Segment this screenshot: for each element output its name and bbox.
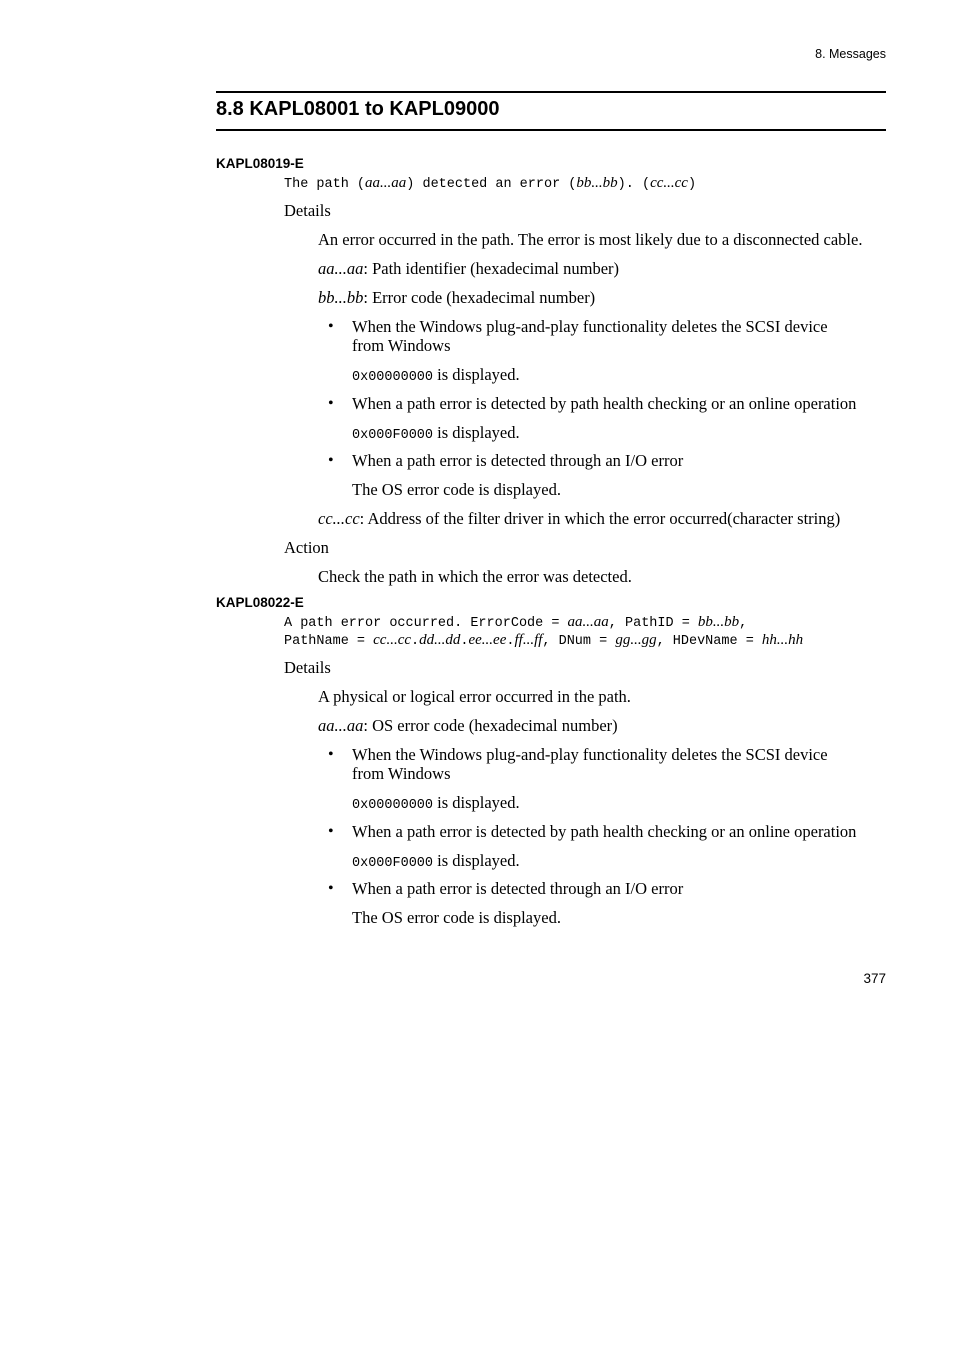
bullet-text: When a path error is detected through an I/O error xyxy=(352,451,684,470)
parameter-description: aa...aa: OS error code (hexadecimal number) xyxy=(318,716,618,735)
message-text: The path (aa...aa) detected an error (bb...bb). (cc...cc) xyxy=(284,175,697,192)
bullet-marker: • xyxy=(328,318,334,335)
action-text: Check the path in which the error was detected. xyxy=(318,567,632,586)
bullet-marker: • xyxy=(328,823,334,840)
details-heading: Details xyxy=(284,201,331,220)
message-text: A path error occurred. ErrorCode = aa...aa, PathID = bb...bb, xyxy=(284,614,748,631)
bullet-marker: • xyxy=(328,452,334,469)
bullet-text: from Windows xyxy=(352,336,451,355)
bullet-text: from Windows xyxy=(352,764,451,783)
bullet-note: The OS error code is displayed. xyxy=(352,908,561,927)
bullet-text: When a path error is detected by path health checking or an online operation xyxy=(352,822,857,841)
section-rule-top xyxy=(216,91,886,93)
details-heading: Details xyxy=(284,658,331,677)
section-rule-bottom xyxy=(216,129,886,131)
section-title: 8.8 KAPL08001 to KAPL09000 xyxy=(216,98,500,120)
page-number: 377 xyxy=(863,971,886,986)
running-header: 8. Messages xyxy=(815,47,886,61)
bullet-marker: • xyxy=(328,746,334,763)
bullet-text: When the Windows plug-and-play functionality deletes the SCSI device xyxy=(352,317,828,336)
parameter-description: aa...aa: Path identifier (hexadecimal number) xyxy=(318,259,620,278)
bullet-note: 0x000F0000 is displayed. xyxy=(352,851,520,871)
action-heading: Action xyxy=(284,538,329,557)
bullet-text: When a path error is detected by path health checking or an online operation xyxy=(352,394,857,413)
parameter-description: bb...bb: Error code (hexadecimal number) xyxy=(318,288,596,307)
parameter-description: cc...cc: Address of the filter driver in which the error occurred(character string) xyxy=(318,509,841,528)
bullet-note: 0x00000000 is displayed. xyxy=(352,365,520,385)
bullet-text: When the Windows plug-and-play functionality deletes the SCSI device xyxy=(352,745,828,764)
details-text: A physical or logical error occurred in the path. xyxy=(318,687,631,706)
message-id: KAPL08022-E xyxy=(216,595,304,610)
bullet-note: 0x000F0000 is displayed. xyxy=(352,423,520,443)
message-id: KAPL08019-E xyxy=(216,156,304,171)
bullet-marker: • xyxy=(328,880,334,897)
bullet-note: 0x00000000 is displayed. xyxy=(352,793,520,813)
details-text: An error occurred in the path. The error is most likely due to a disconnected cable. xyxy=(318,230,863,249)
bullet-note: The OS error code is displayed. xyxy=(352,480,561,499)
bullet-marker: • xyxy=(328,395,334,412)
message-text: PathName = cc...cc.dd...dd.ee...ee.ff...ff, DNum = gg...gg, HDevName = hh...hh xyxy=(284,632,804,649)
bullet-text: When a path error is detected through an I/O error xyxy=(352,879,684,898)
